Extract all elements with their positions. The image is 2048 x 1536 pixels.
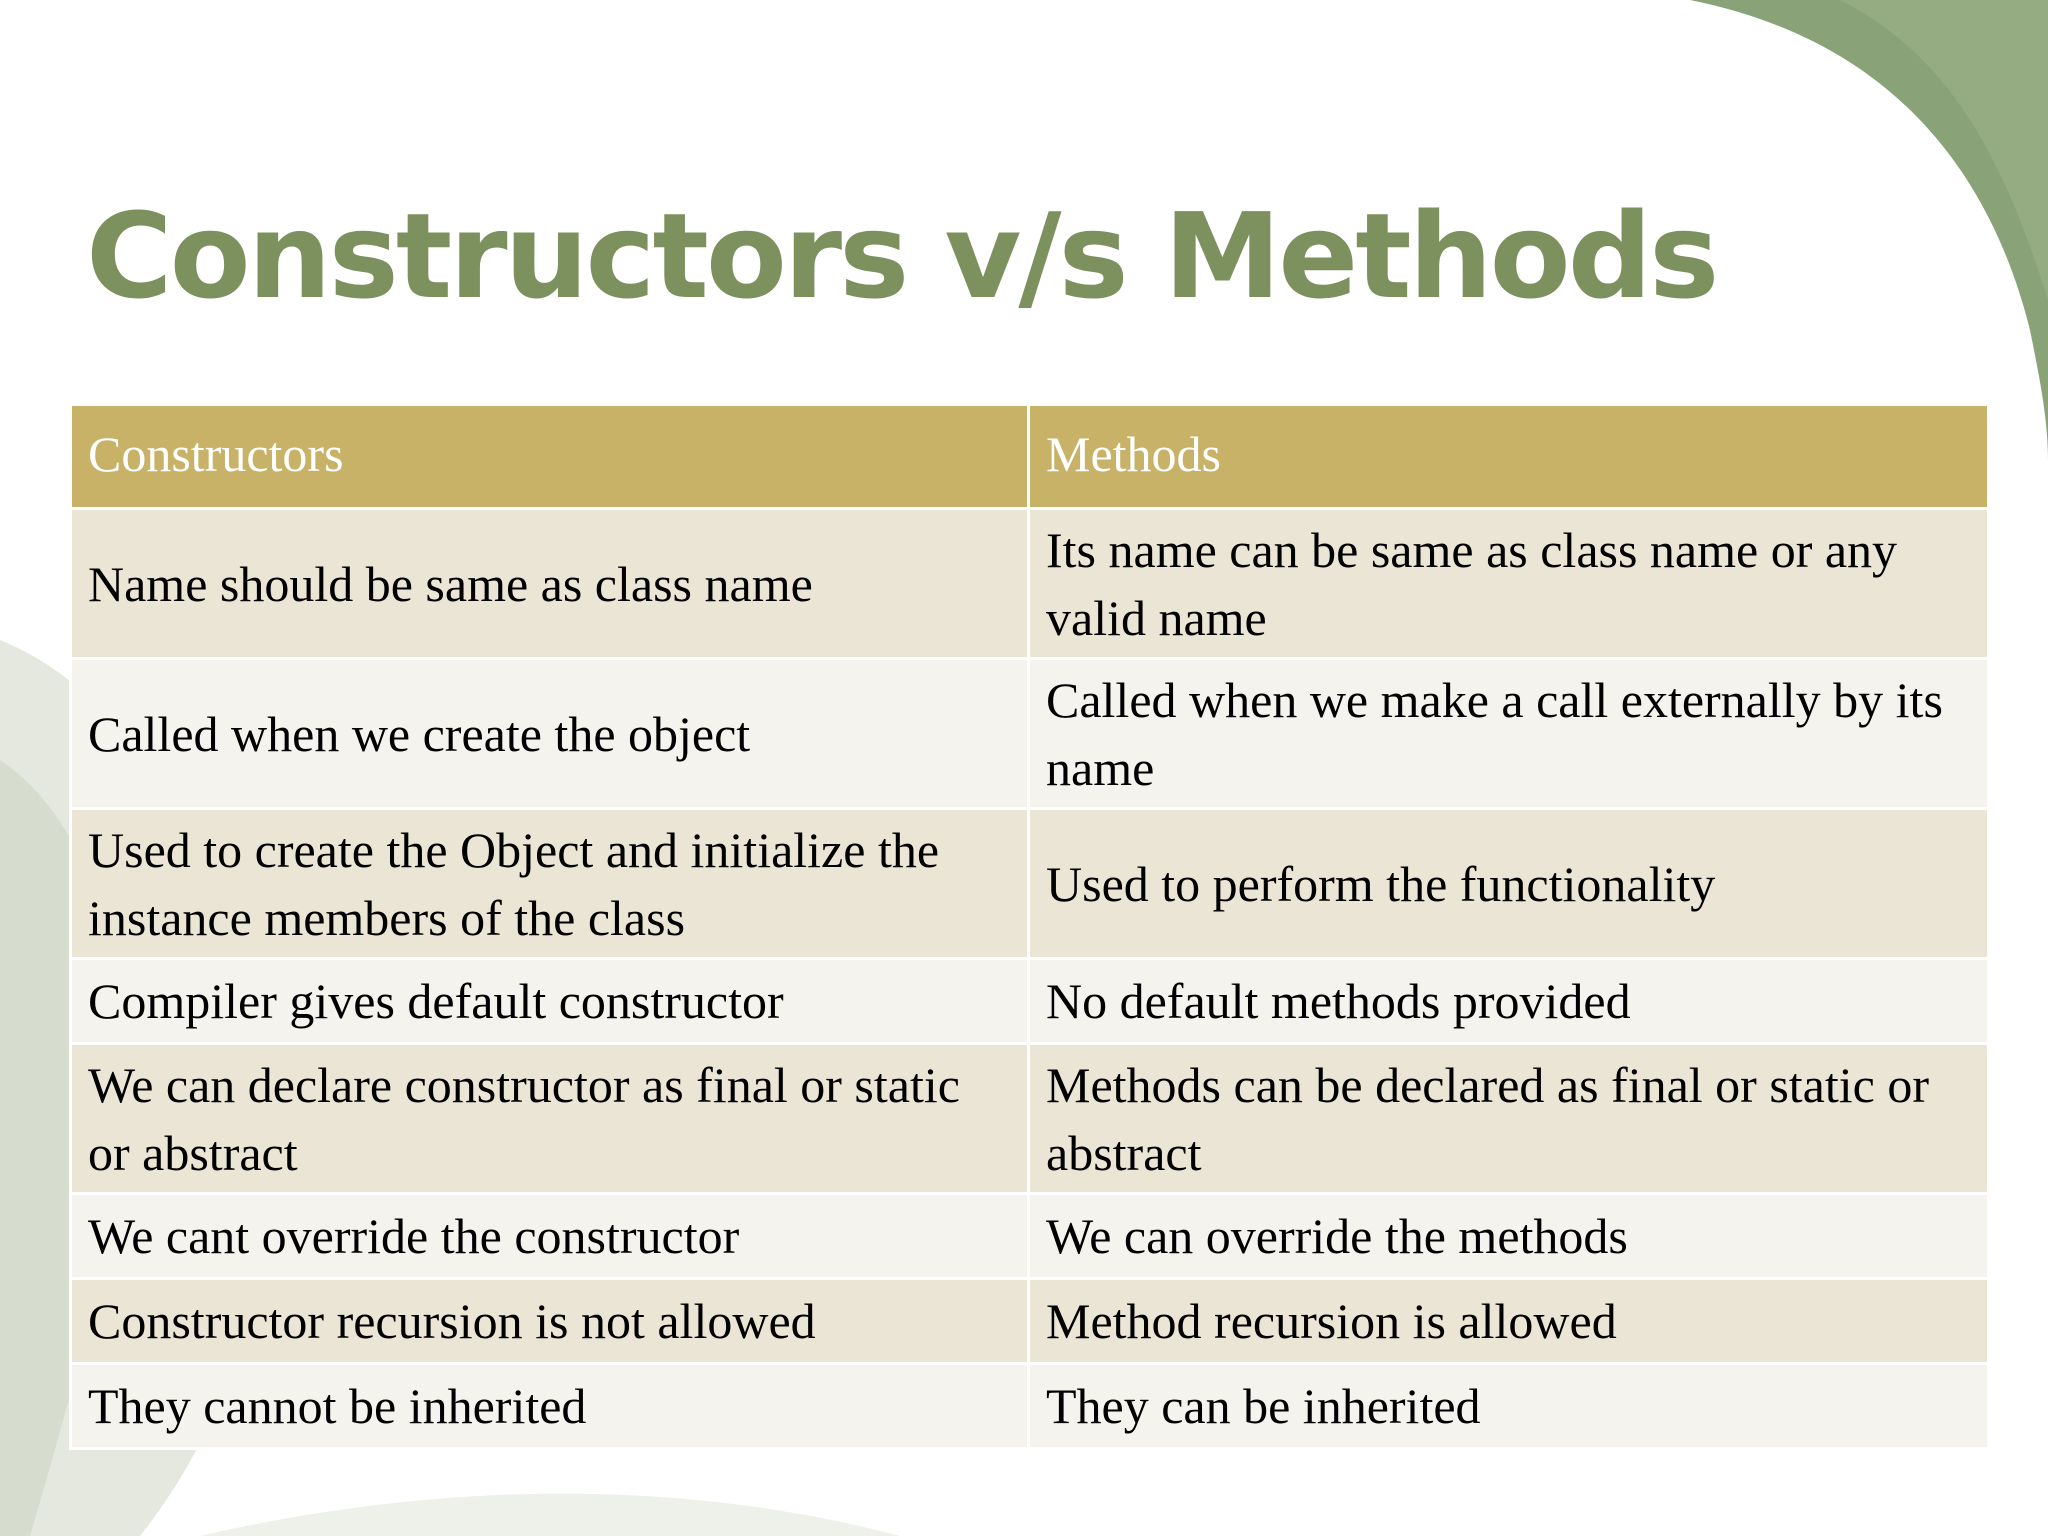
constructor-cell: Called when we create the object	[71, 659, 1029, 809]
constructor-cell: We cant override the constructor	[71, 1194, 1029, 1279]
method-cell: No default methods provided	[1029, 959, 1989, 1044]
header-methods: Methods	[1029, 405, 1989, 509]
comparison-table	[69, 403, 1990, 1450]
table-row	[71, 809, 1989, 959]
header-constructors: Constructors	[71, 405, 1029, 509]
table-header-row	[71, 405, 1989, 509]
slide-title: Constructors v/s Methods	[86, 187, 1717, 325]
method-cell: Its name can be same as class name or any valid name	[1029, 509, 1989, 659]
method-cell: Methods can be declared as final or static or abstract	[1029, 1044, 1989, 1194]
method-cell: We can override the methods	[1029, 1194, 1989, 1279]
constructor-cell: Name should be same as class name	[71, 509, 1029, 659]
table-row	[71, 509, 1989, 659]
table-row	[71, 659, 1989, 809]
method-cell: Method recursion is allowed	[1029, 1279, 1989, 1364]
method-cell: Called when we make a call externally by its name	[1029, 659, 1989, 809]
constructor-cell: We can declare constructor as final or static or abstract	[71, 1044, 1029, 1194]
method-cell: Used to perform the functionality	[1029, 809, 1989, 959]
constructor-cell: Used to create the Object and initialize the instance members of the class	[71, 809, 1029, 959]
table-row	[71, 1364, 1989, 1449]
table-row	[71, 1279, 1989, 1364]
table-row	[71, 1194, 1989, 1279]
constructor-cell: Compiler gives default constructor	[71, 959, 1029, 1044]
bottom-swoosh	[200, 1494, 900, 1536]
table-row	[71, 959, 1989, 1044]
constructor-cell: Constructor recursion is not allowed	[71, 1279, 1029, 1364]
constructor-cell: They cannot be inherited	[71, 1364, 1029, 1449]
method-cell: They can be inherited	[1029, 1364, 1989, 1449]
table-row	[71, 1044, 1989, 1194]
